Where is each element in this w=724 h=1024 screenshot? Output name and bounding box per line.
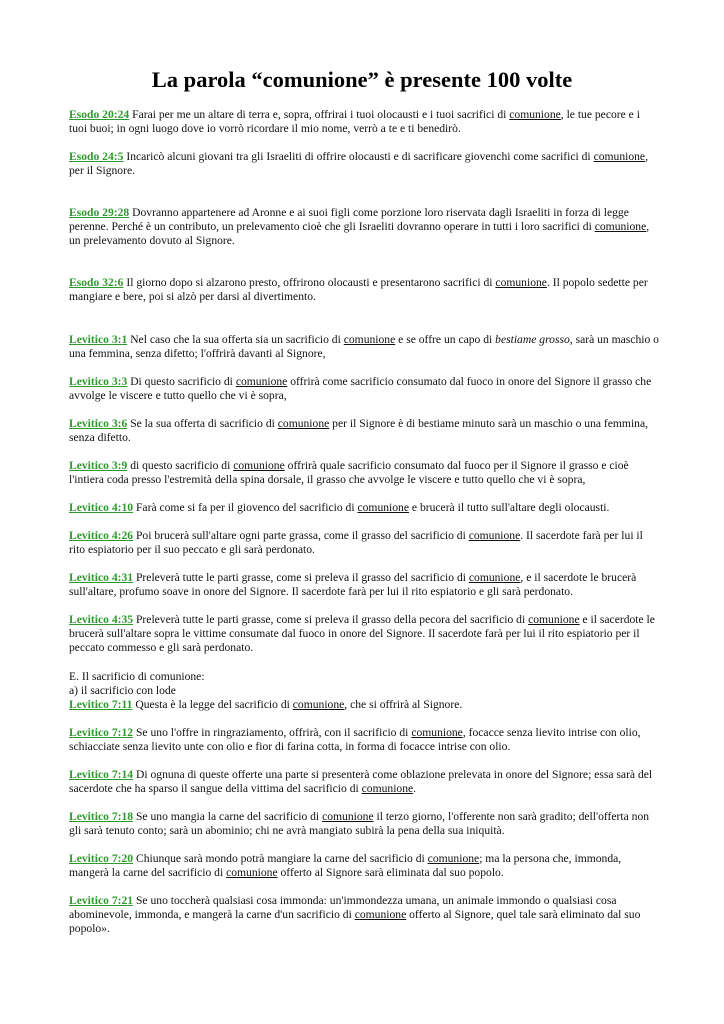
keyword-comunione: comunione — [593, 150, 646, 163]
verse-text: il terzo giorno, l'offerente non sarà gradito; dell'offerta non gli sarà tenuto conto; sarà un abominio; chi ne avrà mangiato subirà la pena della sua iniquità. — [69, 810, 650, 837]
keyword-comunione: comunione — [495, 276, 547, 289]
verse-reference-link[interactable]: Levitico 7:12 — [69, 726, 134, 739]
verse-reference-link[interactable]: Levitico 7:21 — [69, 894, 134, 907]
keyword-comunione: comunione — [594, 220, 647, 233]
verse-reference-link[interactable]: Levitico 3:6 — [69, 417, 128, 430]
verse-reference-link[interactable]: Esodo 29:28 — [69, 206, 130, 219]
verse-italic-text: bestiame grosso — [495, 333, 570, 346]
keyword-comunione: comunione — [361, 782, 414, 795]
verse-text: . Il sacerdote farà per lui il rito espiatorio per il suo peccato e gli sarà perdonato. — [69, 529, 643, 556]
keyword-comunione: comunione — [322, 810, 374, 823]
verse-text: , che si offrirà al Signore. — [344, 698, 463, 711]
verse-reference-link[interactable]: Levitico 4:31 — [69, 571, 134, 584]
verse-entry — [69, 150, 659, 178]
verse-text: Chiunque sarà mondo potrà mangiare la carne del sacrificio di — [135, 852, 425, 865]
verse-text: , focacce senza lievito intrise con olio, schiacciate senza lievito unte con olio e fior di farina cotta, in forma di focacce intrise con olio. — [69, 726, 641, 753]
verse-entry — [69, 375, 659, 403]
verse-entry — [69, 768, 659, 796]
verse-text: , le tue pecore e i tuoi buoi; in ogni luogo dove io vorrò ricordare il mio nome, verrò a te e ti benedirò. — [69, 108, 640, 135]
verse-reference-link[interactable]: Levitico 3:9 — [69, 459, 128, 472]
verse-text: Preleverà tutte le parti grasse, come si preleva il grasso del sacrificio di — [135, 571, 466, 584]
verse-reference-link[interactable]: Esodo 20:24 — [69, 108, 130, 121]
verse-text: Se uno toccherà qualsiasi cosa immonda: un'immondezza umana, un animale immondo o qualsiasi cosa abominevole, immonda, e mangerà la carne d'un sacrificio di — [69, 894, 617, 921]
verse-entry — [69, 206, 659, 248]
verse-entry — [69, 726, 659, 754]
keyword-comunione: comunione — [411, 726, 463, 739]
verse-text: Il giorno dopo si alzarono presto, offrirono olocausti e presentarono sacrifici di — [126, 276, 493, 289]
verse-text: Questa è la legge del sacrificio di — [135, 698, 290, 711]
keyword-comunione: comunione — [509, 108, 561, 121]
verse-text: , sarà un maschio o una femmina, senza difetto; l'offrirà davanti al Signore, — [69, 333, 659, 360]
verse-text: Poi brucerà sull'altare ogni parte grassa, come il grasso del sacrificio di — [135, 529, 466, 542]
verse-text: Di ognuna di queste offerte una parte si presenterà come oblazione prelevata in onore del Signore; essa sarà del sacerdote che ha sparso il sangue della vittima del sacrificio di — [69, 768, 653, 795]
keyword-comunione: comunione — [427, 852, 480, 865]
verse-reference-link[interactable]: Levitico 4:26 — [69, 529, 134, 542]
verse-text: Incaricò alcuni giovani tra gli Israeliti di offrire olocausti e di sacrificare giovenchi come sacrifici di — [126, 150, 591, 163]
verse-reference-link[interactable]: Levitico 7:20 — [69, 852, 134, 865]
keyword-comunione: comunione — [468, 529, 521, 542]
verse-reference-link[interactable]: Levitico 3:3 — [69, 375, 128, 388]
verse-reference-link[interactable]: Esodo 32:6 — [69, 276, 124, 289]
verse-text: , un prelevamento dovuto al Signore. — [69, 220, 650, 247]
verse-reference-link[interactable]: Levitico 4:35 — [69, 613, 134, 626]
keyword-comunione: comunione — [226, 866, 278, 879]
verse-entry — [69, 571, 659, 599]
verse-text: , e il sacerdote le brucerà sull'altare, profumo soave in onore del Signore. Il sacerdote farà per lui il rito espiatorio e gli sarà perdonato. — [69, 571, 637, 598]
keyword-comunione: comunione — [277, 417, 330, 430]
verse-text: Se uno mangia la carne del sacrificio di — [135, 810, 320, 823]
verse-text: Se la sua offerta di sacrificio di — [130, 417, 275, 430]
verse-text: offerto al Signore sarà eliminata dal suo popolo. — [277, 866, 504, 879]
verse-entry — [69, 894, 659, 936]
page-title: La parola “comunione” è presente 100 volte — [151, 67, 573, 92]
verse-entry — [69, 276, 659, 304]
verse-entry — [69, 501, 659, 515]
verse-text: Farà come si fa per il giovenco del sacrificio di — [135, 501, 355, 514]
verse-entry — [69, 698, 659, 712]
verse-text: offrirà come sacrificio consumato dal fuoco in onore del Signore il grasso che avvolge le viscere e tutto quello che vi è sopra, — [69, 375, 652, 402]
verse-text: e il sacerdote le brucerà sull'altare sopra le vittime consumate dal fuoco in onore del Signore. Il sacerdote farà per lui il rito espiatorio per il peccato commesso e gli sarà perdonato. — [69, 613, 655, 654]
verse-text: e brucerà il tutto sull'altare degli olocausti. — [409, 501, 610, 514]
keyword-comunione: comunione — [528, 613, 580, 626]
keyword-comunione: comunione — [292, 698, 345, 711]
section-heading: E. Il sacrificio di comunione: — [69, 670, 205, 683]
verse-entry — [69, 459, 659, 487]
verse-text: Nel caso che la sua offerta sia un sacrificio di — [130, 333, 341, 346]
verse-text: Preleverà tutte le parti grasse, come si preleva il grasso della pecora del sacrificio di — [135, 613, 526, 626]
verse-text: e se offre un capo di — [395, 333, 496, 346]
keyword-comunione: comunione — [343, 333, 396, 346]
verse-text: ; ma la persona che, immonda, mangerà la carne del sacrificio di — [69, 852, 622, 879]
verse-text: , per il Signore. — [69, 150, 648, 177]
keyword-comunione: comunione — [357, 501, 409, 514]
verse-entry — [69, 852, 659, 880]
verse-entry — [69, 810, 659, 838]
verse-text: di questo sacrificio di — [130, 459, 231, 472]
verse-text: Dovranno appartenere ad Aronne e ai suoi figli come porzione loro riservata dagli Israeliti in forza di legge perenne. Perché è un contributo, un prelevamento cioè che gli Israeliti dovranno operare in tutti i loro sacrifici di — [69, 206, 629, 233]
verse-entry — [69, 417, 659, 445]
keyword-comunione: comunione — [233, 459, 285, 472]
verse-entry — [69, 108, 659, 136]
verse-reference-link[interactable]: Levitico 3:1 — [69, 333, 128, 346]
verse-entry — [69, 333, 659, 361]
verse-text: Farai per me un altare di terra e, sopra, offrirai i tuoi olocausti e i tuoi sacrifici di — [132, 108, 507, 121]
verse-reference-link[interactable]: Levitico 7:14 — [69, 768, 134, 781]
verse-entry — [69, 613, 659, 655]
keyword-comunione: comunione — [354, 908, 407, 921]
keyword-comunione: comunione — [468, 571, 521, 584]
verse-reference-link[interactable]: Levitico 7:18 — [69, 810, 134, 823]
verse-text: offerto al Signore, quel tale sarà eliminato dal suo popolo». — [69, 908, 641, 935]
verse-reference-link[interactable]: Levitico 7:11 — [69, 698, 133, 711]
verse-reference-link[interactable]: Esodo 24:5 — [69, 150, 124, 163]
verse-text: Se uno l'offre in ringraziamento, offrirà, con il sacrificio di — [135, 726, 409, 739]
verse-entry — [69, 529, 659, 557]
verse-text: . Il popolo sedette per mangiare e bere, poi si alzò per darsi al divertimento. — [69, 276, 648, 303]
verse-text: Di questo sacrificio di — [130, 375, 233, 388]
section-subheading: a) il sacrificio con lode — [69, 684, 176, 697]
verse-reference-link[interactable]: Levitico 4:10 — [69, 501, 134, 514]
verse-text: . — [413, 782, 417, 795]
verse-text: per il Signore è di bestiame minuto sarà un maschio o una femmina, senza difetto. — [69, 417, 649, 444]
verse-text: offrirà quale sacrificio consumato dal fuoco per il Signore il grasso e cioè l'intiera coda presso l'estremità della spina dorsale, il grasso che avvolge le viscere e tutto quello che vi è sopra, — [69, 459, 629, 486]
keyword-comunione: comunione — [235, 375, 288, 388]
